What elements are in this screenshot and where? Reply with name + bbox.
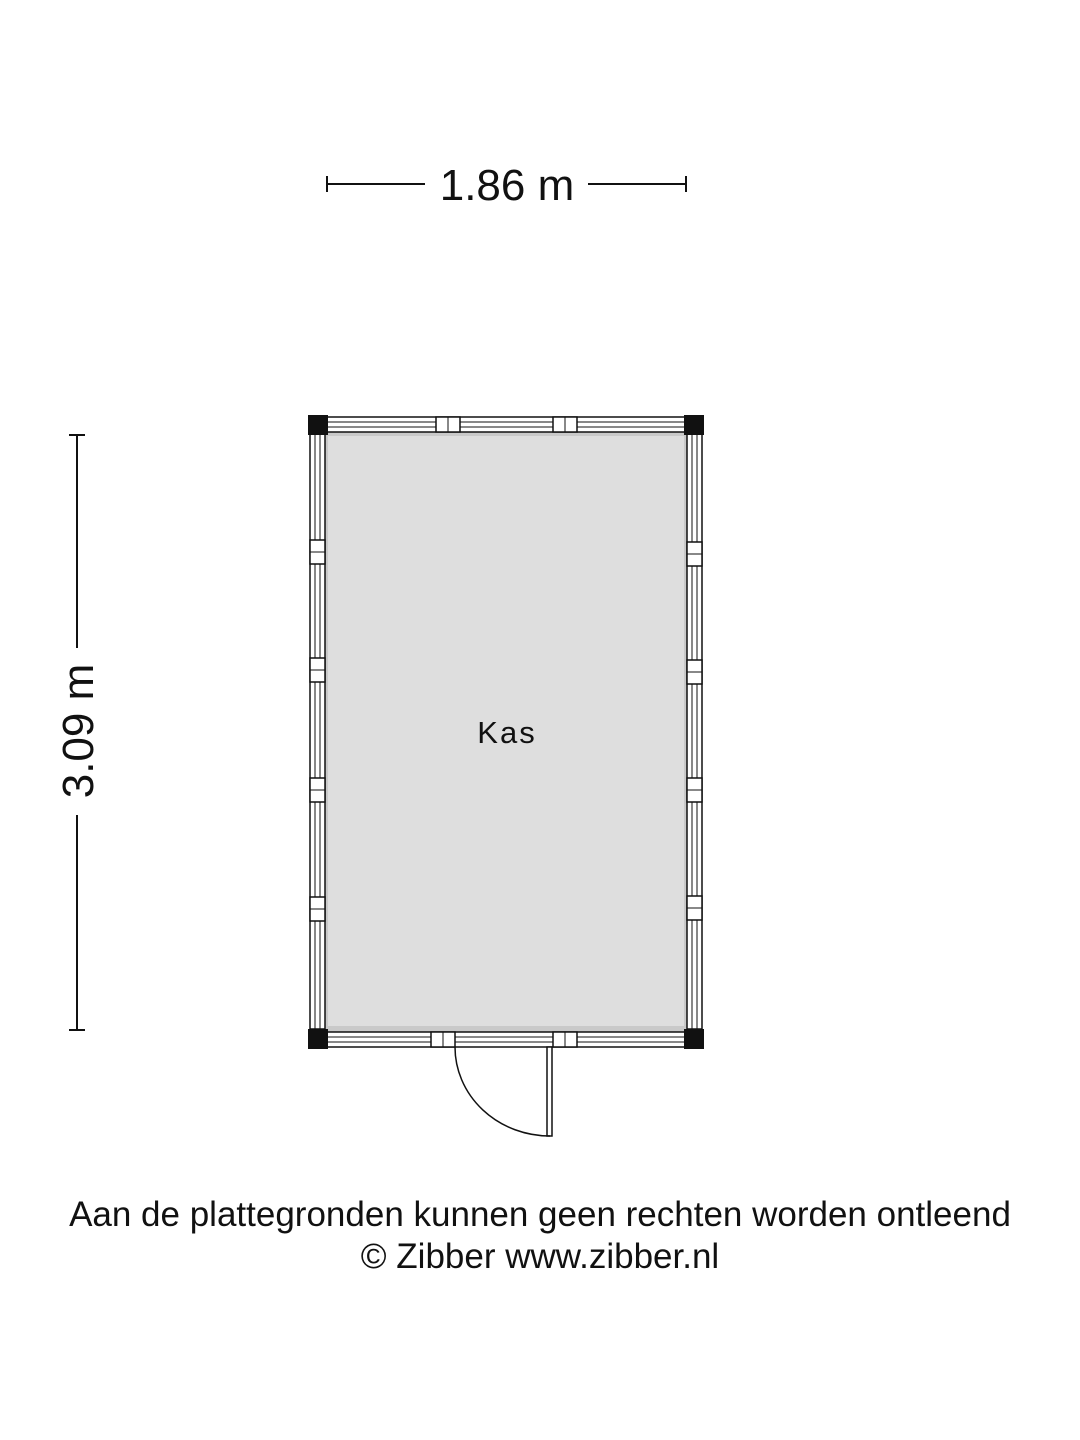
corner-post-bottom-left <box>308 1029 328 1049</box>
corner-post-top-right <box>684 415 704 435</box>
left-glazing <box>310 433 325 1029</box>
height-dimension-label: 3.09 m <box>54 663 103 799</box>
door <box>455 1047 552 1136</box>
corner-post-bottom-right <box>684 1029 704 1049</box>
footer-disclaimer: Aan de plattegronden kunnen geen rechten worden ontleend <box>69 1195 1011 1234</box>
room-label: Kas <box>477 715 537 750</box>
corner-post-top-left <box>308 415 328 435</box>
right-glazing <box>687 433 702 1029</box>
greenhouse-structure <box>308 415 704 1136</box>
width-dimension <box>327 161 686 210</box>
top-glazing <box>327 417 685 432</box>
width-dimension-label: 1.86 m <box>439 161 575 210</box>
height-dimension <box>54 435 103 1030</box>
bottom-glazing <box>327 1032 685 1047</box>
footer-copyright: © Zibber www.zibber.nl <box>360 1237 720 1276</box>
